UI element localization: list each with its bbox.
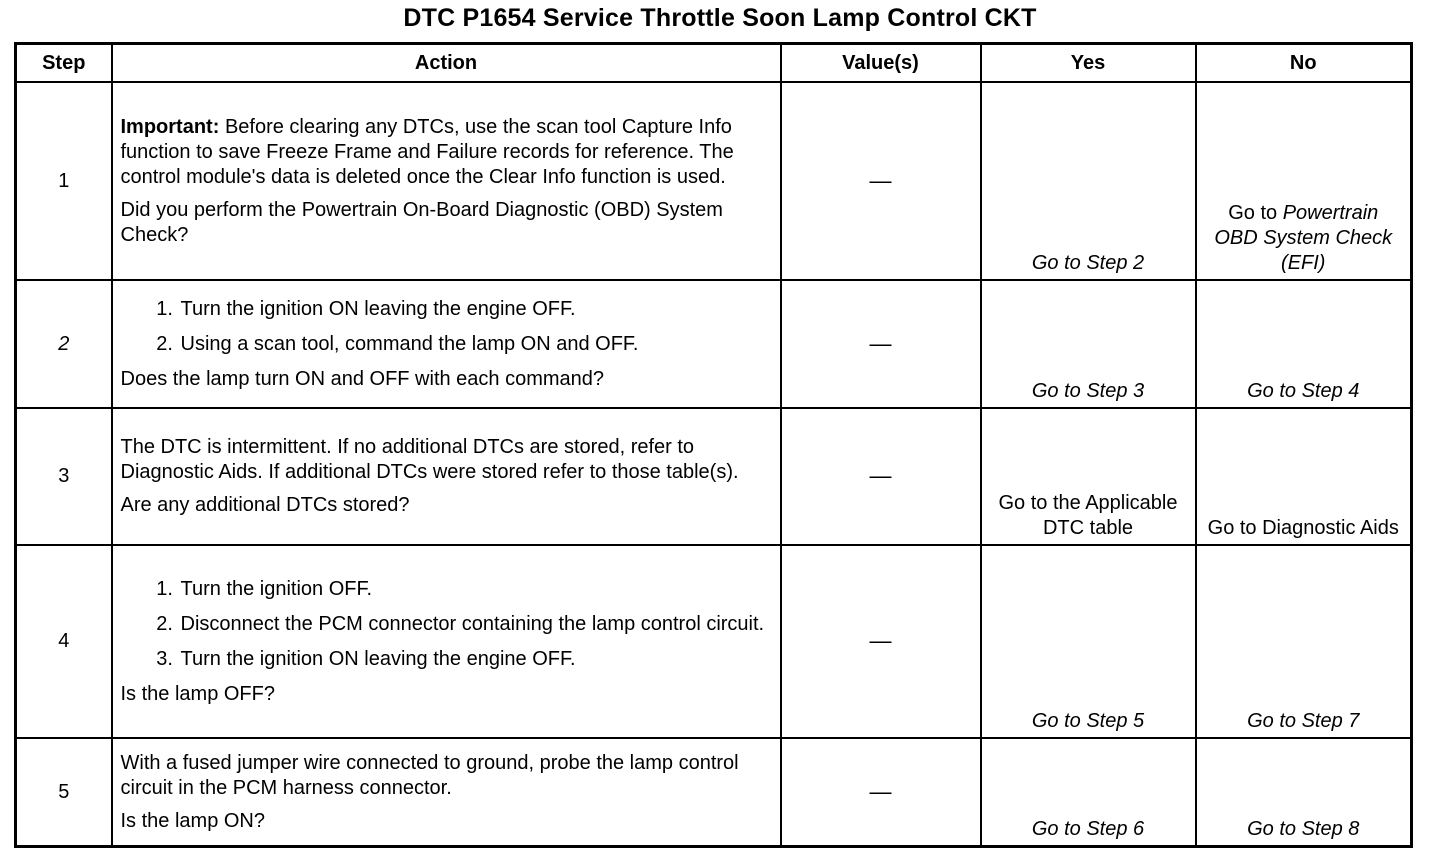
value-cell bbox=[781, 82, 981, 280]
description-text: The DTC is intermittent. If no additional DTCs are stored, refer to Diagnostic Aids. If additional DTCs were stored refer to those table(s). bbox=[120, 436, 739, 483]
header-row bbox=[16, 44, 1412, 83]
question-text: Are any additional DTCs stored? bbox=[120, 494, 410, 516]
value-cell bbox=[781, 545, 981, 738]
procedure-item: 2. Disconnect the PCM connector containing the lamp control circuit. bbox=[179, 612, 772, 637]
action-cell bbox=[112, 545, 781, 738]
value-dash: — bbox=[869, 778, 892, 804]
no-cell bbox=[1196, 82, 1412, 280]
procedure-item: 2. Using a scan tool, command the lamp ON and OFF. bbox=[179, 332, 772, 357]
step-number: 1 bbox=[16, 82, 112, 280]
header-values: Value(s) bbox=[781, 44, 981, 83]
table-row bbox=[16, 738, 1412, 847]
yes-cell: Go to Step 6 bbox=[981, 738, 1196, 847]
header-action: Action bbox=[112, 44, 781, 83]
procedure-item: 1. Turn the ignition OFF. bbox=[179, 577, 772, 602]
table-row bbox=[16, 280, 1412, 408]
action-cell bbox=[112, 738, 781, 847]
value-cell bbox=[781, 408, 981, 545]
important-text: Before clearing any DTCs, use the scan tool Capture Info function to save Freeze Frame and Failure records for reference. The control module's data is deleted once the Clear Info function is used. bbox=[120, 115, 734, 188]
no-cell: Go to Diagnostic Aids bbox=[1196, 408, 1412, 545]
value-dash: — bbox=[869, 167, 892, 193]
yes-cell: Go to the Applicable DTC table bbox=[981, 408, 1196, 545]
header-step: Step bbox=[16, 44, 112, 83]
yes-cell: Go to Step 3 bbox=[981, 280, 1196, 408]
table-row bbox=[16, 82, 1412, 280]
table-row bbox=[16, 408, 1412, 545]
no-cell: Go to Step 7 bbox=[1196, 545, 1412, 738]
header-no: No bbox=[1196, 44, 1412, 83]
value-dash: — bbox=[869, 628, 892, 653]
yes-cell: Go to Step 5 bbox=[981, 545, 1196, 738]
procedure-item: 3. Turn the ignition ON leaving the engine OFF. bbox=[179, 647, 772, 672]
table-row bbox=[16, 545, 1412, 738]
description-text: With a fused jumper wire connected to ground, probe the lamp control circuit in the PCM harness connector. bbox=[120, 751, 739, 799]
question-text: Is the lamp ON? bbox=[120, 809, 266, 832]
no-cell: Go to Step 8 bbox=[1196, 738, 1412, 847]
procedure-item: 1. Turn the ignition ON leaving the engine OFF. bbox=[179, 297, 772, 322]
value-cell bbox=[781, 738, 981, 847]
yes-cell: Go to Step 2 bbox=[981, 82, 1196, 280]
diagnostic-table bbox=[14, 42, 1413, 848]
question-text: Does the lamp turn ON and OFF with each command? bbox=[120, 367, 605, 390]
no-cell: Go to Step 4 bbox=[1196, 280, 1412, 408]
value-dash: — bbox=[869, 330, 892, 356]
header-yes: Yes bbox=[981, 44, 1196, 83]
question-text: Did you perform the Powertrain On-Board Diagnostic (OBD) System Check? bbox=[120, 198, 723, 246]
value-cell bbox=[781, 280, 981, 408]
step-number: 4 bbox=[16, 545, 112, 738]
value-dash: — bbox=[869, 463, 892, 488]
step-number: 5 bbox=[16, 738, 112, 847]
important-note bbox=[121, 115, 772, 190]
page-title: DTC P1654 Service Throttle Soon Lamp Control CKT bbox=[403, 4, 1037, 32]
question-text: Is the lamp OFF? bbox=[120, 682, 275, 705]
important-label: Important: bbox=[120, 115, 220, 138]
procedure-list bbox=[121, 297, 772, 357]
procedure-list bbox=[121, 577, 772, 672]
action-cell bbox=[112, 280, 781, 408]
no-link-text: Powertrain OBD System Check (EFI) bbox=[1214, 202, 1393, 274]
step-number: 2 bbox=[16, 280, 112, 408]
step-number: 3 bbox=[16, 408, 112, 545]
action-cell bbox=[112, 408, 781, 545]
action-cell bbox=[112, 82, 781, 280]
no-prefix: Go to bbox=[1228, 202, 1278, 224]
